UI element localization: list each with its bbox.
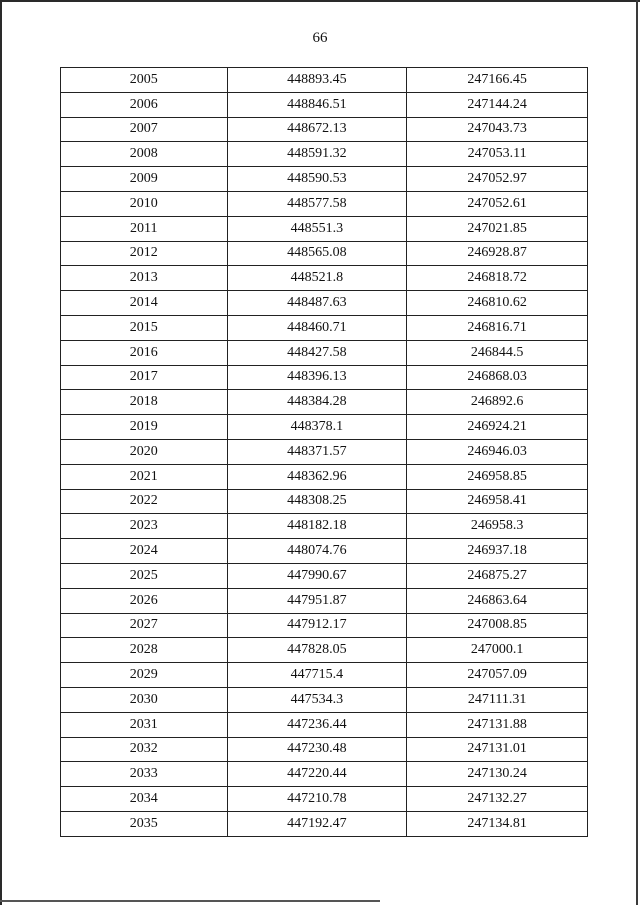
value-a-cell: 448378.1 — [227, 415, 407, 440]
value-a-cell: 447534.3 — [227, 687, 407, 712]
table-row — [61, 266, 588, 291]
value-b-cell: 247111.31 — [407, 687, 588, 712]
table-body — [61, 68, 588, 837]
table-row — [61, 613, 588, 638]
value-b-cell: 247134.81 — [407, 811, 588, 836]
data-table — [60, 67, 588, 837]
value-b-cell: 246928.87 — [407, 241, 588, 266]
table-row — [61, 365, 588, 390]
value-a-cell: 447236.44 — [227, 712, 407, 737]
value-b-cell: 247052.61 — [407, 191, 588, 216]
table-row — [61, 687, 588, 712]
table-row — [61, 216, 588, 241]
year-cell: 2010 — [61, 191, 228, 216]
scan-border-top — [0, 0, 640, 2]
year-cell: 2021 — [61, 464, 228, 489]
table-row — [61, 811, 588, 836]
value-a-cell: 448846.51 — [227, 92, 407, 117]
year-cell: 2016 — [61, 340, 228, 365]
value-a-cell: 448487.63 — [227, 291, 407, 316]
year-cell: 2026 — [61, 588, 228, 613]
table-row — [61, 315, 588, 340]
scan-border-bottom — [0, 900, 380, 902]
year-cell: 2030 — [61, 687, 228, 712]
value-b-cell: 247008.85 — [407, 613, 588, 638]
value-b-cell: 246868.03 — [407, 365, 588, 390]
table-row — [61, 663, 588, 688]
table-row — [61, 737, 588, 762]
year-cell: 2014 — [61, 291, 228, 316]
value-b-cell: 247043.73 — [407, 117, 588, 142]
value-a-cell: 447951.87 — [227, 588, 407, 613]
table-row — [61, 787, 588, 812]
value-a-cell: 448362.96 — [227, 464, 407, 489]
value-b-cell: 247057.09 — [407, 663, 588, 688]
year-cell: 2019 — [61, 415, 228, 440]
year-cell: 2006 — [61, 92, 228, 117]
table-row — [61, 539, 588, 564]
value-a-cell: 447192.47 — [227, 811, 407, 836]
value-a-cell: 448396.13 — [227, 365, 407, 390]
year-cell: 2008 — [61, 142, 228, 167]
value-a-cell: 447210.78 — [227, 787, 407, 812]
value-a-cell: 447220.44 — [227, 762, 407, 787]
value-a-cell: 448521.8 — [227, 266, 407, 291]
year-cell: 2011 — [61, 216, 228, 241]
year-cell: 2029 — [61, 663, 228, 688]
table-row — [61, 464, 588, 489]
table-row — [61, 92, 588, 117]
year-cell: 2035 — [61, 811, 228, 836]
value-a-cell: 448590.53 — [227, 167, 407, 192]
table-row — [61, 712, 588, 737]
value-b-cell: 246937.18 — [407, 539, 588, 564]
value-b-cell: 247132.27 — [407, 787, 588, 812]
table-row — [61, 489, 588, 514]
table-row — [61, 390, 588, 415]
value-b-cell: 246863.64 — [407, 588, 588, 613]
year-cell: 2022 — [61, 489, 228, 514]
year-cell: 2024 — [61, 539, 228, 564]
table-row — [61, 563, 588, 588]
year-cell: 2033 — [61, 762, 228, 787]
value-b-cell: 246816.71 — [407, 315, 588, 340]
value-b-cell: 246892.6 — [407, 390, 588, 415]
year-cell: 2007 — [61, 117, 228, 142]
value-a-cell: 447990.67 — [227, 563, 407, 588]
value-b-cell: 246958.41 — [407, 489, 588, 514]
year-cell: 2017 — [61, 365, 228, 390]
page-number: 66 — [312, 30, 328, 46]
year-cell: 2013 — [61, 266, 228, 291]
value-a-cell: 448565.08 — [227, 241, 407, 266]
year-cell: 2025 — [61, 563, 228, 588]
value-a-cell: 447230.48 — [227, 737, 407, 762]
value-b-cell: 246946.03 — [407, 439, 588, 464]
table-row — [61, 291, 588, 316]
table-row — [61, 588, 588, 613]
value-a-cell: 447828.05 — [227, 638, 407, 663]
value-b-cell: 246958.3 — [407, 514, 588, 539]
value-b-cell: 247131.88 — [407, 712, 588, 737]
scan-border-right — [636, 0, 638, 905]
value-b-cell: 246958.85 — [407, 464, 588, 489]
value-b-cell: 247131.01 — [407, 737, 588, 762]
table-row — [61, 340, 588, 365]
value-a-cell: 447715.4 — [227, 663, 407, 688]
year-cell: 2018 — [61, 390, 228, 415]
table-row — [61, 439, 588, 464]
value-a-cell: 448672.13 — [227, 117, 407, 142]
table-row — [61, 191, 588, 216]
value-b-cell: 247166.45 — [407, 68, 588, 93]
year-cell: 2015 — [61, 315, 228, 340]
table-row — [61, 762, 588, 787]
value-a-cell: 448427.58 — [227, 340, 407, 365]
year-cell: 2028 — [61, 638, 228, 663]
table-row — [61, 514, 588, 539]
value-a-cell: 448182.18 — [227, 514, 407, 539]
value-b-cell: 246924.21 — [407, 415, 588, 440]
table-row — [61, 68, 588, 93]
value-b-cell: 247144.24 — [407, 92, 588, 117]
value-a-cell: 448577.58 — [227, 191, 407, 216]
year-cell: 2012 — [61, 241, 228, 266]
value-b-cell: 246844.5 — [407, 340, 588, 365]
value-b-cell: 247021.85 — [407, 216, 588, 241]
value-a-cell: 448591.32 — [227, 142, 407, 167]
table-row — [61, 117, 588, 142]
value-a-cell: 448551.3 — [227, 216, 407, 241]
value-a-cell: 447912.17 — [227, 613, 407, 638]
value-b-cell: 247130.24 — [407, 762, 588, 787]
value-a-cell: 448074.76 — [227, 539, 407, 564]
table-row — [61, 167, 588, 192]
year-cell: 2034 — [61, 787, 228, 812]
value-b-cell: 246875.27 — [407, 563, 588, 588]
year-cell: 2027 — [61, 613, 228, 638]
year-cell: 2023 — [61, 514, 228, 539]
year-cell: 2005 — [61, 68, 228, 93]
value-a-cell: 448371.57 — [227, 439, 407, 464]
value-a-cell: 448308.25 — [227, 489, 407, 514]
value-a-cell: 448460.71 — [227, 315, 407, 340]
table-row — [61, 415, 588, 440]
table-row — [61, 142, 588, 167]
scan-border-left — [0, 0, 2, 905]
value-b-cell: 247053.11 — [407, 142, 588, 167]
value-a-cell: 448893.45 — [227, 68, 407, 93]
value-b-cell: 246810.62 — [407, 291, 588, 316]
table-row — [61, 638, 588, 663]
value-a-cell: 448384.28 — [227, 390, 407, 415]
year-cell: 2020 — [61, 439, 228, 464]
table-row — [61, 241, 588, 266]
year-cell: 2009 — [61, 167, 228, 192]
year-cell: 2032 — [61, 737, 228, 762]
value-b-cell: 247000.1 — [407, 638, 588, 663]
value-b-cell: 247052.97 — [407, 167, 588, 192]
value-b-cell: 246818.72 — [407, 266, 588, 291]
year-cell: 2031 — [61, 712, 228, 737]
